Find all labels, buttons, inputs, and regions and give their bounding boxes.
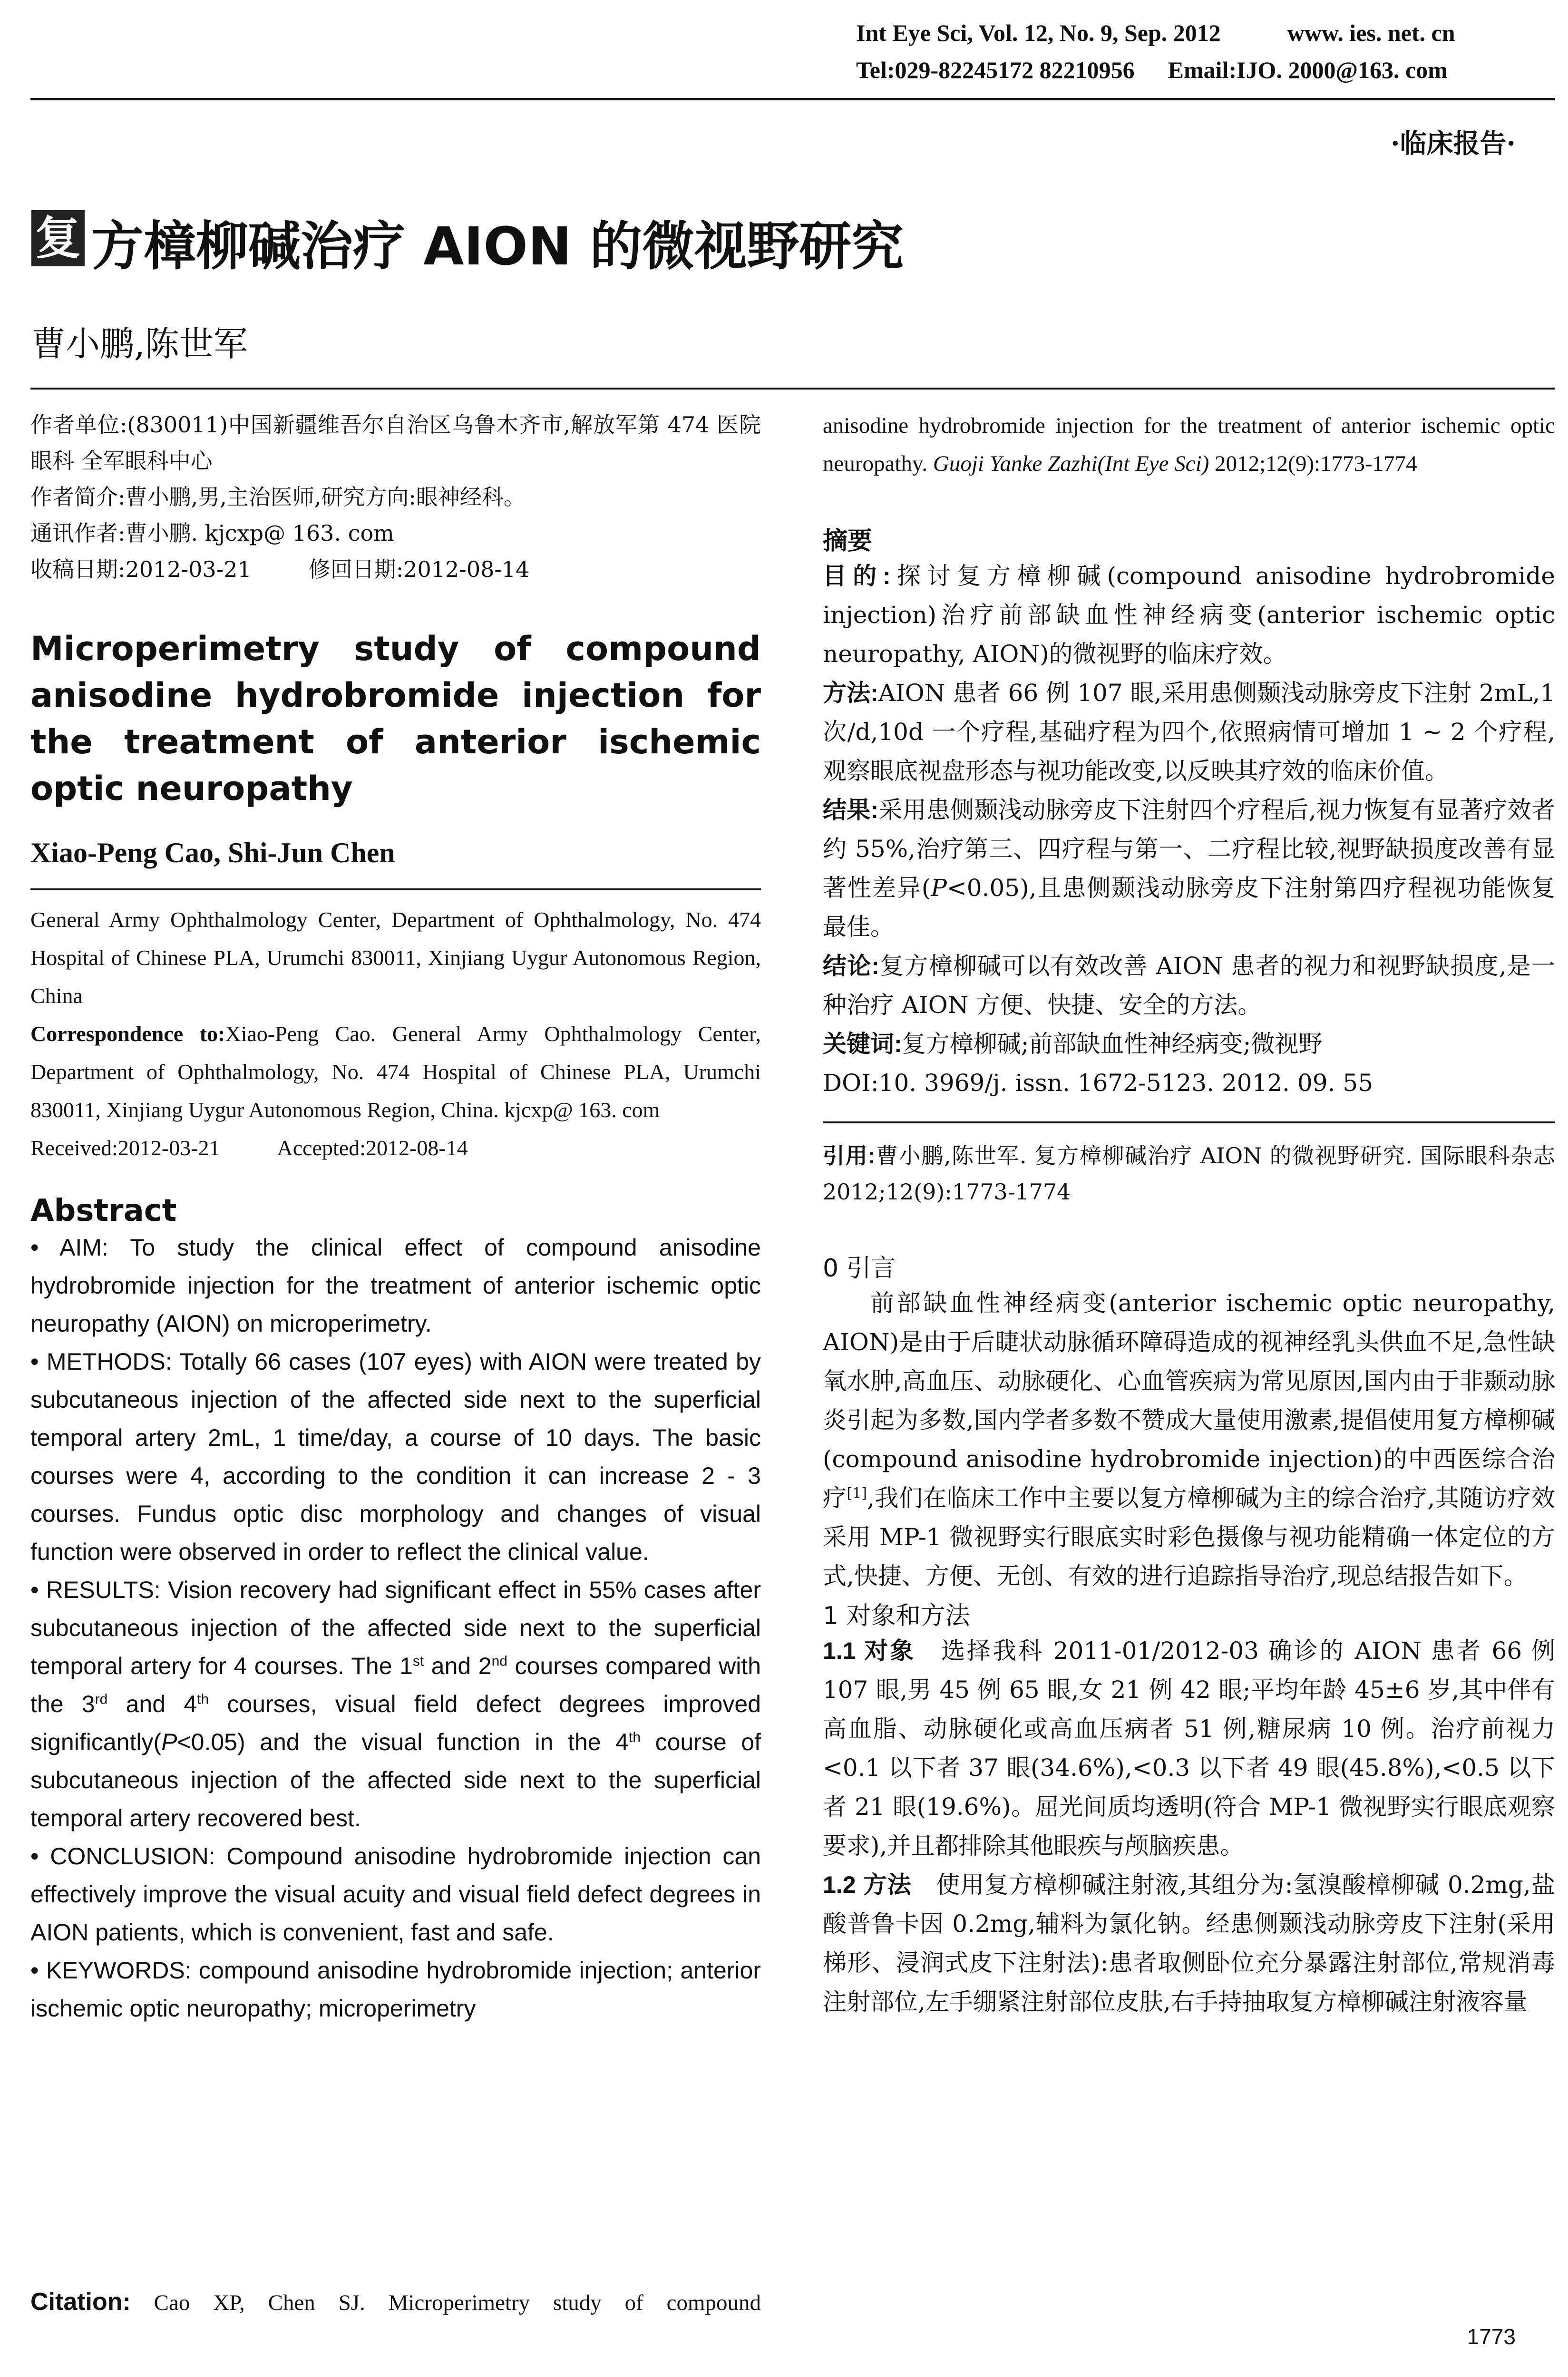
right-column	[823, 407, 1555, 2021]
revised-date-cn: 修回日期:2012-08-14	[308, 556, 530, 582]
zh-results-text: 采用患侧颞浅动脉旁皮下注射四个疗程后,视力恢复有显著疗效者约 55%,治疗第三、四疗程与第一、二疗程比较,视野缺损度改善有显著性差异(	[823, 796, 1555, 902]
methods-heading: 1 对象和方法	[823, 1602, 970, 1630]
zh-results	[823, 790, 1555, 946]
zh-conclusion-text: 复方樟柳碱可以有效改善 AION 患者的视力和视野缺损度,是一种治疗 AION 方便、快捷、安全的方法。	[823, 952, 1556, 1019]
zh-citation-label: 引用:	[823, 1143, 876, 1168]
zh-methods	[823, 673, 1555, 790]
affiliation-en: General Army Ophthalmology Center, Department of Ophthalmology, No. 474 Hospital of Chinese PLA, Urumchi 830011, Xinjiang Uygur Autonomous Region, China	[30, 907, 761, 1008]
english-title: Microperimetry study of compound anisodine hydrobromide injection for the treatment of anterior ischemic optic neuropathy	[30, 629, 761, 808]
abstract-heading: Abstract	[30, 1193, 177, 1228]
citation-line	[30, 2283, 761, 2322]
results-part: and 2	[424, 1653, 492, 1679]
authors-cn: 曹小鹏,陈世军	[31, 324, 248, 364]
method-paragraph	[823, 1865, 1555, 2021]
superscript: st	[412, 1653, 424, 1669]
citation-text-b: 2012;12(9):1773-1774	[1209, 451, 1417, 476]
subjects-label: 1.1 对象	[823, 1637, 916, 1664]
method-text: 使用复方樟柳碱注射液,其组分为:氢溴酸樟柳碱 0.2mg,盐酸普鲁卡因 0.2mg,辅料为氯化钠。经患侧颞浅动脉旁皮下注射(采用梯形、浸润式皮下注射法):患者取侧卧位充分暴露注射部位,常规消毒注射部位,左手绷紧注射部位皮肤,右手持抽取复方樟柳碱注射液容量	[823, 1871, 1555, 2016]
intro-text: 前部缺血性神经病变(anterior ischemic optic neuropathy, AION)是由于后睫状动脉循环障碍造成的视神经乳头供血不足,急性缺氧水肿,高血压、动脉硬化、心血管疾病为常见原因,国内由于非颞动脉炎引起为多数,国内学者多数不赞成大量使用激素,提倡使用复方樟柳碱(compound anisodine hydrobromide injection)的中西医综合治疗	[823, 1289, 1555, 1512]
zh-aim-text: 探讨复方樟柳碱(compound anisodine hydrobromide injection)治疗前部缺血性神经病变(anterior ischemic optic neuropathy, AION)的微视野的临床疗效。	[823, 562, 1556, 668]
p-value-symbol: P	[161, 1729, 177, 1755]
method-label: 1.2 方法	[823, 1871, 912, 1898]
superscript: th	[628, 1729, 641, 1745]
zh-aim-label: 目的:	[823, 563, 891, 589]
journal-header-line2	[856, 56, 1448, 84]
abstract-results	[30, 1571, 761, 1837]
correspondence-text: Xiao-Peng Cao. General Army Ophthalmology Center, Department of Ophthalmology, No. 474 Hospital of Chinese PLA, Urumchi 830011, Xinjiang Uygur Autonomous Region, China. kjcxp@ 163. com	[30, 1022, 761, 1122]
author-unit: 作者单位:(830011)中国新疆维吾尔自治区乌鲁木齐市,解放军第 474 医院眼科 全军眼科中心	[30, 412, 761, 474]
intro-heading: 0 引言	[823, 1254, 896, 1283]
citation-text-cont: anisodine hydrobromide injection for the treatment of anterior ischemic optic neuropathy.	[823, 413, 1555, 476]
doi: DOI:10. 3969/j. issn. 1672-5123. 2012. 09. 55	[823, 1069, 1373, 1097]
reference-marker: [1]	[847, 1485, 867, 1502]
authors-en: Xiao-Peng Cao, Shi-Jun Chen	[30, 837, 395, 868]
citation-journal: Guoji Yanke Zazhi(Int Eye Sci)	[933, 451, 1209, 476]
page-number: 1773	[1467, 2324, 1516, 2349]
zh-citation	[823, 1138, 1555, 1210]
corresponding-author: 通讯作者:曹小鹏. kjcxp@ 163. com	[30, 520, 394, 546]
header-rule	[30, 98, 1555, 100]
abstract-aim: • AIM: To study the clinical effect of compound anisodine hydrobromide injection for the treatment of anterior ischemic optic neuropathy (AION) on microperimetry.	[30, 1234, 761, 1337]
dates-cn	[30, 551, 761, 587]
results-part: • RESULTS: Vision recovery had significant effect in 55% cases after subcutaneous injection of the affected side next to the superficial temporal artery for 4 courses. The 1	[30, 1577, 761, 1679]
citation-text-a: Cao XP, Chen SJ. Microperimetry study of compound	[130, 2290, 761, 2315]
intro-paragraph	[823, 1284, 1555, 1596]
title-initial-mark: 复	[31, 210, 85, 266]
subjects-text: 选择我科 2011-01/2012-03 确诊的 AION 患者 66 例 107 眼,男 45 例 65 眼,女 21 例 42 眼;平均年龄 45±6 岁,其中伴有高血脂、动脉硬化或高血压病者 51 例,糖尿病 10 例。治疗前视力<0.1 以下者 37 眼(34.6%),<0.3 以下者 49 眼(45.8%),<0.5 以下者 21 眼(19.6%)。屈光间质均透明(符合 MP-1 微视野实行眼底观察要求),并且都排除其他眼疾与颅脑疾患。	[823, 1637, 1555, 1860]
zh-abstract-heading: 摘要	[823, 527, 873, 555]
intro-text: ,我们在临床工作中主要以复方樟柳碱为主的综合治疗,其随访疗效采用 MP-1 微视野实行眼底实时彩色摄像与视功能精确一体定位的方式,快捷、方便、无创、有效的进行追踪指导治疗,现总结报告如下。	[823, 1484, 1555, 1590]
journal-citation: Int Eye Sci, Vol. 12, No. 9, Sep. 2012	[856, 19, 1221, 46]
results-part: courses, visual field defect degrees improved significantly(	[30, 1691, 761, 1755]
abstract-keywords: • KEYWORDS: compound anisodine hydrobromide injection; anterior ischemic optic neuropathy; microperimetry	[30, 1957, 761, 2022]
zh-keywords-label: 关键词:	[823, 1031, 902, 1057]
zh-conclusion	[823, 946, 1555, 1024]
zh-keywords-text: 复方樟柳碱;前部缺血性神经病变;微视野	[902, 1030, 1323, 1058]
results-part: course of subcutaneous injection of the affected side next to the superficial temporal artery recovered best.	[30, 1729, 761, 1831]
journal-tel: Tel:029-82245172 82210956	[856, 57, 1135, 83]
zh-citation-text: 曹小鹏,陈世军. 复方樟柳碱治疗 AION 的微视野研究. 国际眼科杂志 2012;12(9):1773-1774	[823, 1143, 1555, 1205]
results-part: courses compared with the 3	[30, 1653, 761, 1717]
received-date-cn: 收稿日期:2012-03-21	[30, 556, 252, 582]
p-value-symbol: P	[931, 874, 947, 902]
zh-aim	[823, 556, 1555, 673]
results-part: <0.05) and the visual function in the 4	[177, 1729, 629, 1755]
zh-keywords	[823, 1024, 1555, 1063]
citation-start	[30, 2283, 761, 2322]
subjects-paragraph	[823, 1631, 1555, 1865]
superscript: rd	[95, 1691, 108, 1707]
zh-results-label: 结果:	[823, 797, 879, 823]
zh-methods-text: AION 患者 66 例 107 眼,采用患侧颞浅动脉旁皮下注射 2mL,1 次/d,10d 一个疗程,基础疗程为四个,依照病情可增加 1 ~ 2 个疗程,观察眼底视盘形态与视功能改变,以反映其疗效的临床价值。	[823, 679, 1555, 785]
journal-email: Email:IJO. 2000@163. com	[1168, 57, 1448, 83]
zh-conclusion-label: 结论:	[823, 953, 880, 979]
superscript: th	[197, 1691, 209, 1707]
abstract-methods: • METHODS: Totally 66 cases (107 eyes) with AION were treated by subcutaneous injection of the affected side next to the superficial temporal artery 2mL, 1 time/day, a course of 10 days. The basic courses were 4, according to the condition it can increase 2 - 3 courses. Fundus optic disc morphology and changes of visual function were observed in order to reflect the clinical value.	[30, 1348, 761, 1565]
zh-results-text: <0.05),且患侧颞浅动脉旁皮下注射第四疗程视功能恢复最佳。	[823, 874, 1556, 941]
citation-continued	[823, 407, 1555, 483]
title-rule	[30, 388, 1555, 390]
left-column	[30, 407, 761, 2027]
zh-methods-label: 方法:	[823, 680, 878, 706]
abstract-conclusion: • CONCLUSION: Compound anisodine hydrobromide injection can effectively improve the visual acuity and visual field defect degrees in AION patients, which is convenient, fast and safe.	[30, 1843, 761, 1946]
citation-label: Citation:	[30, 2288, 131, 2316]
author-bio: 作者简介:曹小鹏,男,主治医师,研究方向:眼神经科。	[30, 484, 526, 510]
journal-website: www. ies. net. cn	[1287, 19, 1455, 46]
accepted-date-en: Accepted:2012-08-14	[277, 1136, 468, 1160]
correspondence	[30, 1015, 761, 1129]
results-part: and 4	[107, 1691, 197, 1717]
correspondence-label: Correspondence to:	[30, 1022, 225, 1046]
received-date-en: Received:2012-03-21	[30, 1136, 220, 1160]
dates-en	[30, 1129, 761, 1167]
superscript: nd	[491, 1653, 507, 1669]
journal-header-line1	[856, 19, 1455, 47]
section-tag: ·临床报告·	[1391, 128, 1516, 159]
article-title: 方樟柳碱治疗 AION 的微视野研究	[91, 216, 904, 277]
